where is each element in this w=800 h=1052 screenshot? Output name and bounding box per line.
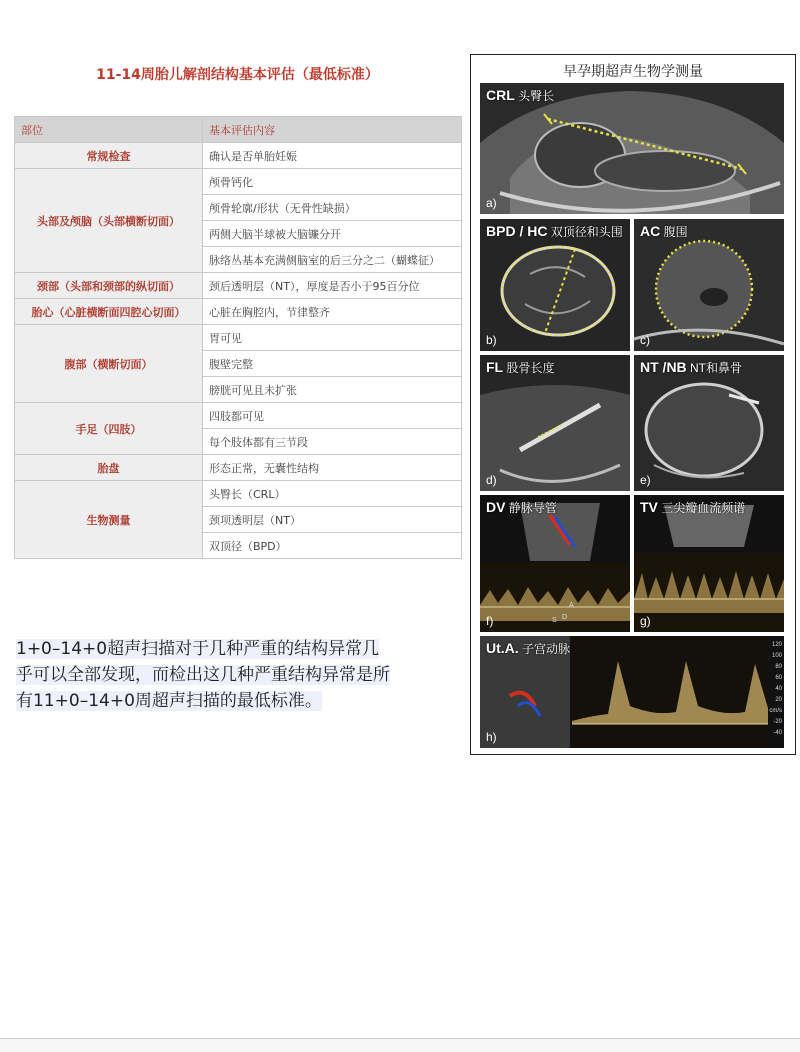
category-cell: 常规检查 (15, 143, 203, 169)
panel-label: AC 腹围 (640, 223, 688, 239)
category-cell: 腹部（横断切面） (15, 325, 203, 403)
table-header-row (15, 117, 462, 143)
panel-label: NT /NB NT和鼻骨 (640, 359, 743, 375)
panel-letter: f) (486, 614, 494, 628)
scale-tick: 20 (775, 697, 782, 703)
column-header-part: 部位 (15, 117, 203, 143)
bottom-edge-bar (0, 1038, 800, 1052)
scale-unit: cm/s (769, 708, 782, 714)
table-row (15, 169, 462, 195)
summary-note-text: 1+0–14+0超声扫描对于几种严重的结构异常几乎可以全部发现，而检出这几种严重结构异常是所有11+0–14+0周超声扫描的最低标准。 (16, 639, 390, 711)
category-cell: 手足（四肢） (15, 403, 203, 455)
criterion-cell: 四肢都可见 (203, 403, 462, 429)
panel-label: FL 股骨长度 (486, 359, 555, 375)
figure-title: 早孕期超声生物学测量 (563, 64, 703, 80)
category-cell: 胎盘 (15, 455, 203, 481)
panel-uterine-artery (480, 636, 784, 748)
document-title: 11-14周胎儿解剖结构基本评估（最低标准） (96, 67, 379, 83)
category-cell: 生物测量 (15, 481, 203, 559)
criterion-cell: 颈项透明层（NT） (203, 507, 462, 533)
category-cell: 头部及颅脑（头部横断切面） (15, 169, 203, 273)
criterion-cell: 两侧大脑半球被大脑镰分开 (203, 221, 462, 247)
scale-tick: 60 (775, 675, 782, 681)
table-row (15, 143, 462, 169)
table-row (15, 455, 462, 481)
criterion-cell: 颈后透明层（NT），厚度是否小于95百分位 (203, 273, 462, 299)
panel-label: BPD / HC 双顶径和头围 (486, 223, 623, 239)
panel-crl (480, 83, 784, 214)
velocity-scale (769, 640, 782, 739)
panel-letter: h) (486, 730, 497, 744)
panel-label: CRL 头臀长 (486, 87, 555, 103)
scale-tick: -20 (773, 719, 782, 725)
panel-label: DV 静脉导管 (486, 499, 557, 515)
panel-letter: d) (486, 473, 497, 487)
scale-tick: 100 (771, 653, 782, 659)
criterion-cell: 双顶径（BPD） (203, 533, 462, 559)
panel-bpd-hc (480, 219, 630, 351)
panel-letter: c) (640, 333, 650, 347)
criterion-cell: 每个肢体都有三节段 (203, 429, 462, 455)
panel-dv (480, 495, 630, 632)
panel-fl (480, 355, 630, 491)
panel-tv (634, 495, 784, 632)
doppler-marker-s: S (552, 617, 557, 624)
criterion-cell: 颅骨钙化 (203, 169, 462, 195)
scale-tick: -40 (773, 730, 782, 736)
criterion-cell: 脉络丛基本充满侧脑室的后三分之二（蝴蝶征） (203, 247, 462, 273)
scale-tick: 120 (771, 642, 782, 648)
doppler-marker-d: D (562, 614, 568, 621)
category-cell: 胎心（心脏横断面四腔心切面） (15, 299, 203, 325)
criterion-cell: 颅骨轮廓/形状（无骨性缺损） (203, 195, 462, 221)
panel-label: Ut.A. 子宫动脉 (486, 640, 571, 656)
criterion-cell: 头臀长（CRL） (203, 481, 462, 507)
scale-tick: 40 (775, 686, 782, 692)
criterion-cell: 心脏在胸腔内，节律整齐 (203, 299, 462, 325)
summary-note (16, 636, 396, 714)
table-row (15, 403, 462, 429)
criterion-cell: 形态正常，无囊性结构 (203, 455, 462, 481)
table-row (15, 325, 462, 351)
table-row (15, 481, 462, 507)
panel-letter: g) (640, 614, 651, 628)
doppler-marker-a: A (569, 602, 574, 609)
criterion-cell: 胃可见 (203, 325, 462, 351)
panel-letter: a) (486, 196, 497, 210)
panel-letter: b) (486, 333, 497, 347)
ultrasound-figure (470, 54, 796, 755)
table-row (15, 299, 462, 325)
panel-nt-nb (634, 355, 784, 491)
evaluation-table (14, 116, 462, 559)
panel-label: TV 三尖瓣血流频谱 (640, 499, 746, 515)
criterion-cell: 膀胱可见且未扩张 (203, 377, 462, 403)
panel-ac (634, 219, 784, 351)
category-cell: 颈部（头部和颈部的纵切面） (15, 273, 203, 299)
panel-letter: e) (640, 473, 651, 487)
column-header-content: 基本评估内容 (203, 117, 462, 143)
criterion-cell: 确认是否单胎妊娠 (203, 143, 462, 169)
scale-tick: 80 (775, 664, 782, 670)
criterion-cell: 腹壁完整 (203, 351, 462, 377)
table-row (15, 273, 462, 299)
